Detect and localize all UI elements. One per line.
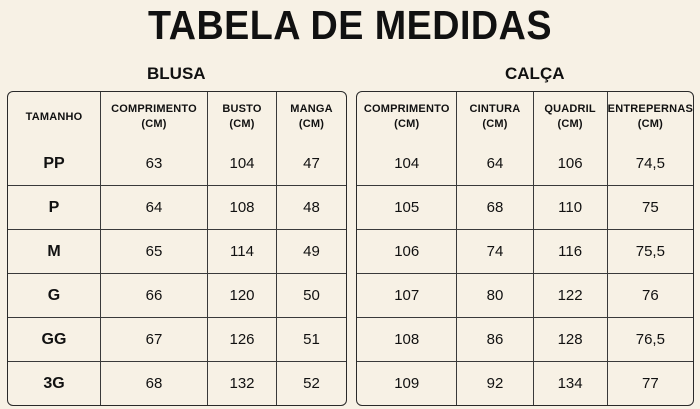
comprimento-cell: 106 — [357, 230, 457, 274]
header-label: COMPRIMENTO — [363, 103, 450, 115]
table-row — [8, 274, 346, 318]
entrepernas-cell: 76 — [608, 274, 693, 318]
manga-cell: 50 — [277, 274, 346, 318]
comprimento-cell: 66 — [101, 274, 208, 318]
header-unit: (CM) — [557, 118, 583, 130]
blusa-header-busto — [208, 92, 277, 142]
header-unit: (CM) — [482, 118, 508, 130]
manga-cell: 49 — [277, 230, 346, 274]
calca-section-title: CALÇA — [505, 64, 565, 83]
comprimento-cell: 104 — [357, 142, 457, 186]
comprimento-cell: 105 — [357, 186, 457, 230]
calca-header-quadril — [534, 92, 608, 142]
table-row — [357, 318, 693, 362]
header-unit: (CM) — [229, 118, 255, 130]
quadril-cell: 128 — [534, 318, 608, 362]
header-label: COMPRIMENTO — [111, 103, 197, 115]
quadril-cell: 106 — [534, 142, 608, 186]
size-cell: GG — [8, 318, 101, 362]
busto-cell: 104 — [208, 142, 277, 186]
calca-header-row — [357, 92, 693, 142]
cintura-cell: 92 — [457, 362, 533, 405]
cintura-cell: 86 — [457, 318, 533, 362]
size-cell: P — [8, 186, 101, 230]
header-label: ENTREPERNAS — [607, 103, 693, 115]
table-row — [8, 142, 346, 186]
comprimento-cell: 67 — [101, 318, 208, 362]
comprimento-cell: 65 — [101, 230, 208, 274]
calca-size-table — [356, 91, 694, 406]
header-unit: (CM) — [637, 118, 663, 130]
busto-cell: 132 — [208, 362, 277, 405]
blusa-header-comprimento — [101, 92, 208, 142]
size-cell: PP — [8, 142, 101, 186]
entrepernas-cell: 77 — [641, 375, 659, 392]
entrepernas-cell: 76,5 — [608, 318, 693, 362]
busto-cell: 108 — [208, 186, 277, 230]
table-row — [357, 186, 693, 230]
size-cell: M — [8, 230, 101, 274]
cintura-cell: 64 — [457, 142, 533, 186]
comprimento-cell: 64 — [101, 186, 208, 230]
comprimento-cell: 63 — [101, 142, 208, 186]
manga-cell: 51 — [277, 318, 346, 362]
comprimento-cell: 107 — [357, 274, 457, 318]
calca-header-comprimento — [357, 92, 457, 142]
size-cell: G — [8, 274, 101, 318]
header-label: QUADRIL — [544, 103, 596, 115]
table-row — [8, 230, 346, 274]
quadril-cell: 116 — [534, 230, 608, 274]
table-row — [357, 142, 693, 186]
entrepernas-cell: 74,5 — [608, 142, 693, 186]
table-row — [357, 362, 693, 405]
quadril-cell: 122 — [534, 274, 608, 318]
table-row — [357, 230, 693, 274]
cintura-cell: 68 — [457, 186, 533, 230]
manga-cell: 52 — [303, 375, 320, 392]
cintura-cell: 74 — [457, 230, 533, 274]
header-label: TAMANHO — [25, 110, 83, 123]
blusa-header-manga — [277, 92, 346, 142]
busto-cell: 126 — [208, 318, 277, 362]
manga-cell: 48 — [277, 186, 346, 230]
table-row — [8, 318, 346, 362]
size-cell: 3G — [8, 362, 101, 405]
header-unit: (CM) — [298, 118, 325, 130]
header-unit: (CM) — [394, 118, 420, 130]
blusa-section-title: BLUSA — [147, 64, 206, 83]
blusa-header-tamanho — [8, 92, 101, 142]
header-label: MANGA — [290, 103, 333, 115]
comprimento-cell: 68 — [101, 362, 208, 405]
busto-cell: 114 — [208, 230, 277, 274]
comprimento-cell: 109 — [357, 362, 457, 405]
blusa-header-row — [8, 92, 346, 142]
quadril-cell: 134 — [534, 362, 608, 405]
header-label: BUSTO — [222, 103, 262, 115]
header-unit: (CM) — [141, 118, 167, 130]
manga-cell: 47 — [277, 142, 346, 186]
blusa-size-table — [7, 91, 347, 406]
entrepernas-cell: 75,5 — [608, 230, 693, 274]
table-row — [357, 274, 693, 318]
calca-header-entrepernas — [608, 92, 693, 142]
page-title: TABELA DE MEDIDAS — [148, 2, 552, 48]
comprimento-cell: 108 — [357, 318, 457, 362]
cintura-cell: 80 — [457, 274, 533, 318]
table-row — [8, 186, 346, 230]
table-row — [8, 362, 346, 405]
busto-cell: 120 — [208, 274, 277, 318]
calca-header-cintura — [457, 92, 533, 142]
entrepernas-cell: 75 — [608, 186, 693, 230]
header-label: CINTURA — [469, 103, 521, 115]
quadril-cell: 110 — [534, 186, 608, 230]
